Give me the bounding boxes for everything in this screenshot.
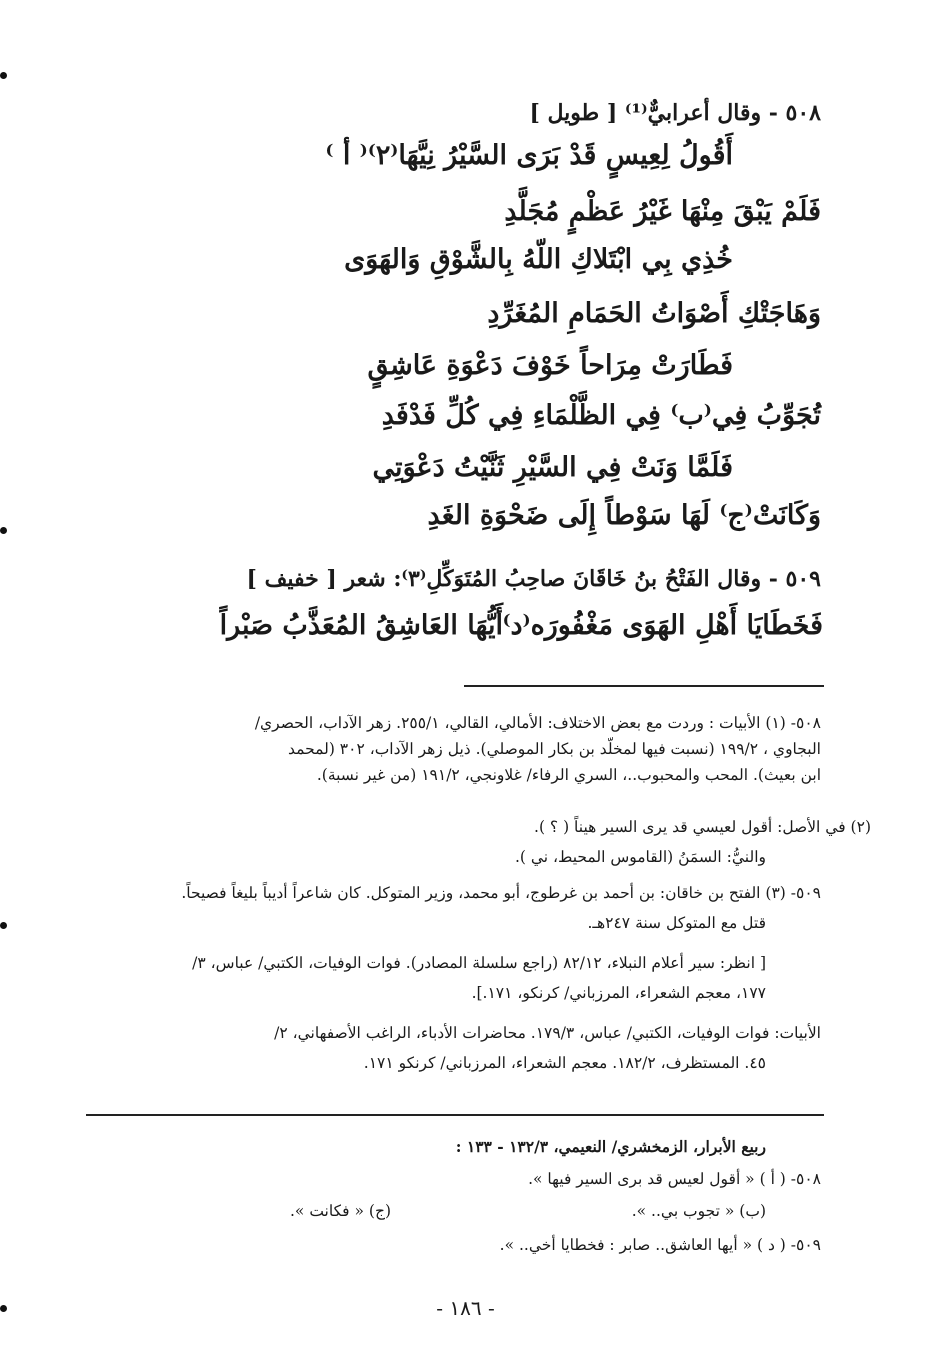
variants-source: ربيع الأبرار، الزمخشري/ النعيمي، ١٣٢/٣ - ١٣٣ : — [455, 1137, 766, 1156]
footnote-line: ٥٠٨- (١) الأبيات : وردت مع بعض الاختلاف: الأمالي، القالي، ٢٥٥/١. زهر الآداب، الحصري/ — [254, 714, 821, 732]
footnote-line: ١٧٧، معجم الشعراء، المرزباني/ كرنكو، ١٧١.]. — [471, 984, 766, 1002]
footnote-line: ٥٠٩- (٣) الفتح بن خاقان: بن أحمد بن غرطوج، أبو محمد، وزير المتوكل. كان شاعراً أديباً بليغاً فصيحاً. — [181, 884, 821, 902]
footnote-line: ابن بعيث). المحب والمحبوب..، السري الرفاء/ غلاونجي، ١٩١/٢ (من غير نسبة). — [316, 766, 821, 784]
footnote-line: قتل مع المتوكل سنة ٢٤٧هـ. — [587, 914, 766, 932]
entry-508-heading: ٥٠٨ - وقال أعرابيٌّ⁽¹⁾ [ طويل ] — [529, 100, 821, 126]
verse-line: أَقُولُ لِعِيسٍ قَدْ بَرَى السَّيْرُ نِيَّهَا⁽٢⁾⁽ أ ⁾ — [325, 140, 733, 171]
verse-line: فَطَارَتْ مِرَاحاً خَوْفَ دَعْوَةِ عَاشِقٍ — [367, 350, 733, 381]
page-number: - ١٨٦ - — [436, 1296, 495, 1320]
margin-dot — [0, 527, 7, 534]
verse-line: فَلَمْ يَبْقَ مِنْهَا غَيْرُ عَظْمٍ مُجَلَّدِ — [504, 196, 821, 227]
margin-dot — [0, 922, 7, 929]
footnote-line: البجاوي ، ١٩٩/٢ (نسبت فيها لمخلّد بن بكار الموصلي). ذيل زهر الآداب، ٣٠٢ (لمحمد — [288, 740, 821, 758]
footnote-line: والنيُّ: السمَنُ (القاموس المحيط، ني ). — [514, 848, 766, 866]
entry-509-heading: ٥٠٩ - وقال الفَتْحُ بنُ خَاقَانَ صاحِبُ المُتَوَكِّلِ⁽٣⁾: شعر [ خفيف ] — [246, 566, 821, 592]
verse-line: فَلَمَّا وَنَتْ فِي السَّيْرِ ثَنَّيْتُ دَعْوَتِي — [372, 452, 733, 483]
variant-c: (ج) « فكانت ». — [290, 1202, 391, 1220]
variant-a: ٥٠٨- ( أ ) « أقول لعيس قد برى السير فيها ». — [528, 1170, 821, 1188]
footnote-line: (٢) في الأصل: أقول لعيسي قد يرى السير هيناً ( ؟ ). — [534, 818, 871, 836]
variant-b: (ب) « تجوب بي.. ». — [631, 1202, 766, 1220]
variant-d: ٥٠٩- ( د ) « أيها العاشق.. صابر : فخطايا أخي.. ». — [499, 1236, 821, 1254]
variants-rule — [86, 1114, 824, 1116]
footnote-rule — [464, 685, 824, 687]
verse-line: تُجَوِّبُ فِي⁽ب⁾ فِي الظَّلْمَاءِ فِي كُلِّ فَدْفَدِ — [381, 400, 821, 431]
verse-hemistich-left: فَخَطَايَا أَهْلِ الهَوَى مَغْفُورَه⁽د⁾ — [502, 610, 823, 641]
margin-dot — [0, 72, 7, 79]
footnote-line: ٤٥. المستظرف، ١٨٢/٢. معجم الشعراء، المرزباني/ كرنكو ١٧١. — [363, 1054, 766, 1072]
verse-line: وَهَاجَتْكِ أَصْوَاتُ الحَمَامِ المُغَرِّدِ — [487, 298, 821, 329]
footnote-line: الأبيات: فوات الوفيات، الكتبي/ عباس، ١٧٩/٣. محاضرات الأدباء، الراغب الأصفهاني، ٢/ — [274, 1024, 821, 1042]
verse-line: وَكَانَتْ⁽ج⁾ لَهَا سَوْطاً إِلَى ضَحْوَةِ الغَدِ — [427, 500, 821, 531]
verse-line: خُذِي بِي ابْتَلاكِ اللّهُ بِالشَّوْقِ وَالهَوَى — [344, 244, 733, 275]
verse-hemistich-right: أَيُّهَا العَاشِقُ المُعَذَّبُ صَبْراً — [219, 610, 503, 641]
footnote-line: [ انظر: سير أعلام النبلاء، ٨٢/١٢ (راجع سلسلة المصادر). فوات الوفيات، الكتبي/ عباس، ٣/ — [192, 954, 766, 972]
